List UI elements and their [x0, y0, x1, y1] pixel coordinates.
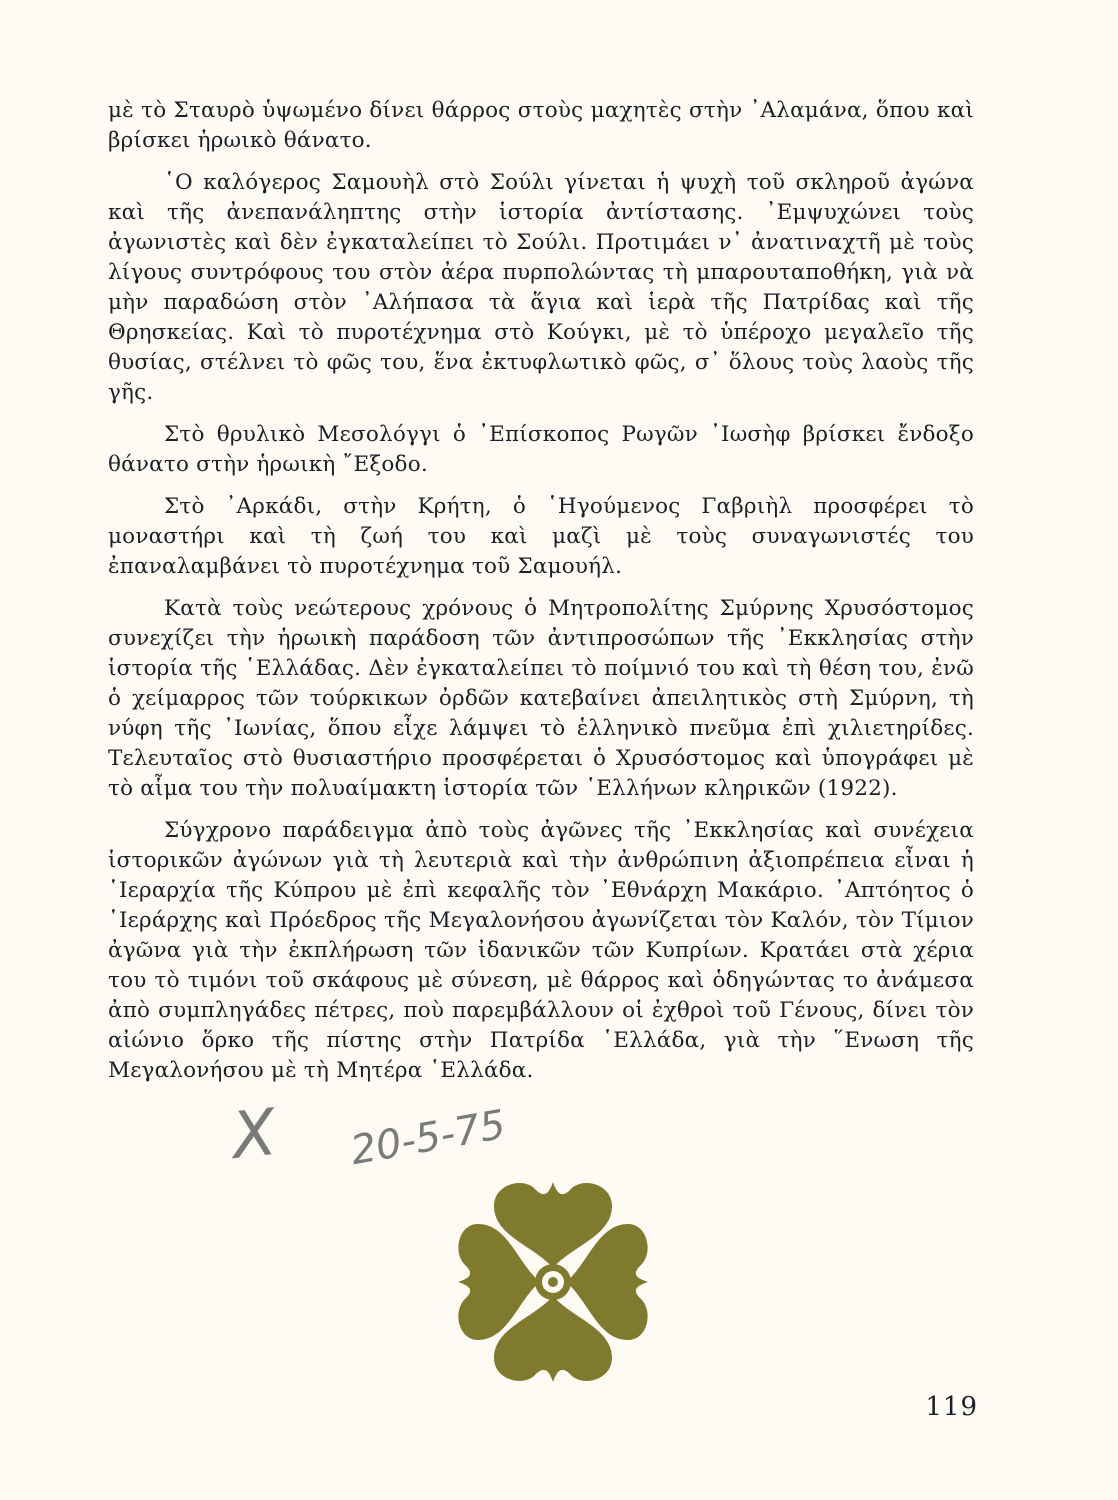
- paragraph-2: ῾Ο καλόγερος Σαμουὴλ στὸ Σούλι γίνεται ἡ ψυχὴ τοῦ σκληροῦ ἀγώνα καὶ τῆς ἀνεπανάληπτης στὴν ἱστορία ἀντίστασης. ᾿Εμψυχώνει τοὺς ἀγωνιστὲς καὶ δὲν ἐγκαταλείπει τὸ Σούλι. Προτιμάει ν᾿ ἀνατιναχτῆ μὲ τοὺς λίγους συντρόφους του στὸν ἀέρα πυρπολώντας τὴ μπαρουταποθήκη, γιὰ νὰ μὴν παραδώση στὸν ᾿Αλήπασα τὰ ἅγια καὶ ἱερὰ τῆς Πατρίδας καὶ τῆς Θρησκείας. Καὶ τὸ πυροτέχνημα στὸ Κούγκι, μὲ τὸ ὑπέροχο μεγαλεῖο τῆς θυσίας, στέλνει τὸ φῶς του, ἕνα ἐκτυφλωτικὸ φῶς, σ᾿ ὅλους τοὺς λαοὺς τῆς γῆς.: [108, 170, 974, 405]
- paragraph-5: Κατὰ τοὺς νεώτερους χρόνους ὁ Μητροπολίτης Σμύρνης Χρυσόστομος συνεχίζει τὴν ἡρωικὴ παράδοση τῶν ἀντιπροσώπων τῆς ᾿Εκκλησίας στὴν ἱστορία τῆς ῾Ελλάδας. Δὲν ἐγκαταλείπει τὸ ποίμνιό του καὶ τὴ θέση του, ἐνῶ ὁ χείμαρρος τῶν τούρκικων ὀρδῶν κατεβαίνει ἀπειλητικὸς στὴ Σμύρνη, τὴ νύφη τῆς ᾿Ιωνίας, ὅπου εἶχε λάμψει τὸ ἑλληνικὸ πνεῦμα ἐπὶ χιλιετηρίδες. Τελευταῖος στὸ θυσιαστήριο προσφέρεται ὁ Χρυσόστομος καὶ ὑπογράφει μὲ τὸ αἷμα του τὴν πολυαίμακτη ἱστορία τῶν ῾Ελλήνων κληρικῶν (1922).: [108, 596, 974, 801]
- paragraph-3: Στὸ θρυλικὸ Μεσολόγγι ὁ ᾿Επίσκοπος Ρωγῶν ᾿Ιωσὴφ βρίσκει ἔνδοξο θάνατο στὴν ἡρωικὴ ῎Εξοδο.: [108, 422, 974, 477]
- paragraph-6: Σύγχρονο παράδειγμα ἀπὸ τοὺς ἀγῶνες τῆς ᾿Εκκλησίας καὶ συνέχεια ἱστορικῶν ἀγώνων γιὰ τὴ λευτεριὰ καὶ τὴν ἀνθρώπινη ἀξιοπρέπεια εἶναι ἡ ῾Ιεραρχία τῆς Κύπρου μὲ ἐπὶ κεφαλῆς τὸν ᾿Εθνάρχη Μακάριο. ᾿Απτόητος ὁ ῾Ιεράρχης καὶ Πρόεδρος τῆς Μεγαλονήσου ἀγωνίζεται τὸν Καλόν, τὸν Τίμιον ἀγῶνα γιὰ τὴν ἐκπλήρωση τῶν ἰδανικῶν τῶν Κυπρίων. Κρατάει στὰ χέρια του τὸ τιμόνι τοῦ σκάφους μὲ σύνεση, μὲ θάρρος καὶ ὁδηγώντας το ἀνάμεσα ἀπὸ συμπληγάδες πέτρες, ποὺ παρεμβάλλουν οἱ ἐχθροὶ τοῦ Γένους, δίνει τὸν αἰώνιο ὅρκο τῆς πίστης στὴν Πατρίδα ῾Ελλάδα, γιὰ τὴν ῞Ενωση τῆς Μεγαλονήσου μὲ τὴ Μητέρα ῾Ελλάδα.: [108, 818, 974, 1083]
- handwritten-date: 20-5-75: [347, 1101, 509, 1175]
- paragraph-4: Στὸ ᾿Αρκάδι, στὴν Κρήτη, ὁ ῾Ηγούμενος Γαβριὴλ προσφέρει τὸ μοναστήρι καὶ τὴ ζωή του καὶ μαζὶ μὲ τοὺς συναγωνιστές του ἐπαναλαμβάνει τὸ πυροτέχνημα τοῦ Σαμουήλ.: [108, 494, 974, 579]
- page-number: 119: [925, 1392, 978, 1422]
- ornament-dot: [548, 1277, 558, 1287]
- body-text: [108, 96, 974, 1098]
- paragraph-1: μὲ τὸ Σταυρὸ ὑψωμένο δίνει θάρρος στοὺς μαχητὲς στὴν ᾿Αλαμάνα, ὅπου καὶ βρίσκει ἡρωικὸ θάνατο.: [108, 98, 974, 153]
- quatrefoil-cross-icon: [454, 1176, 652, 1388]
- handwritten-mark: X: [228, 1095, 280, 1175]
